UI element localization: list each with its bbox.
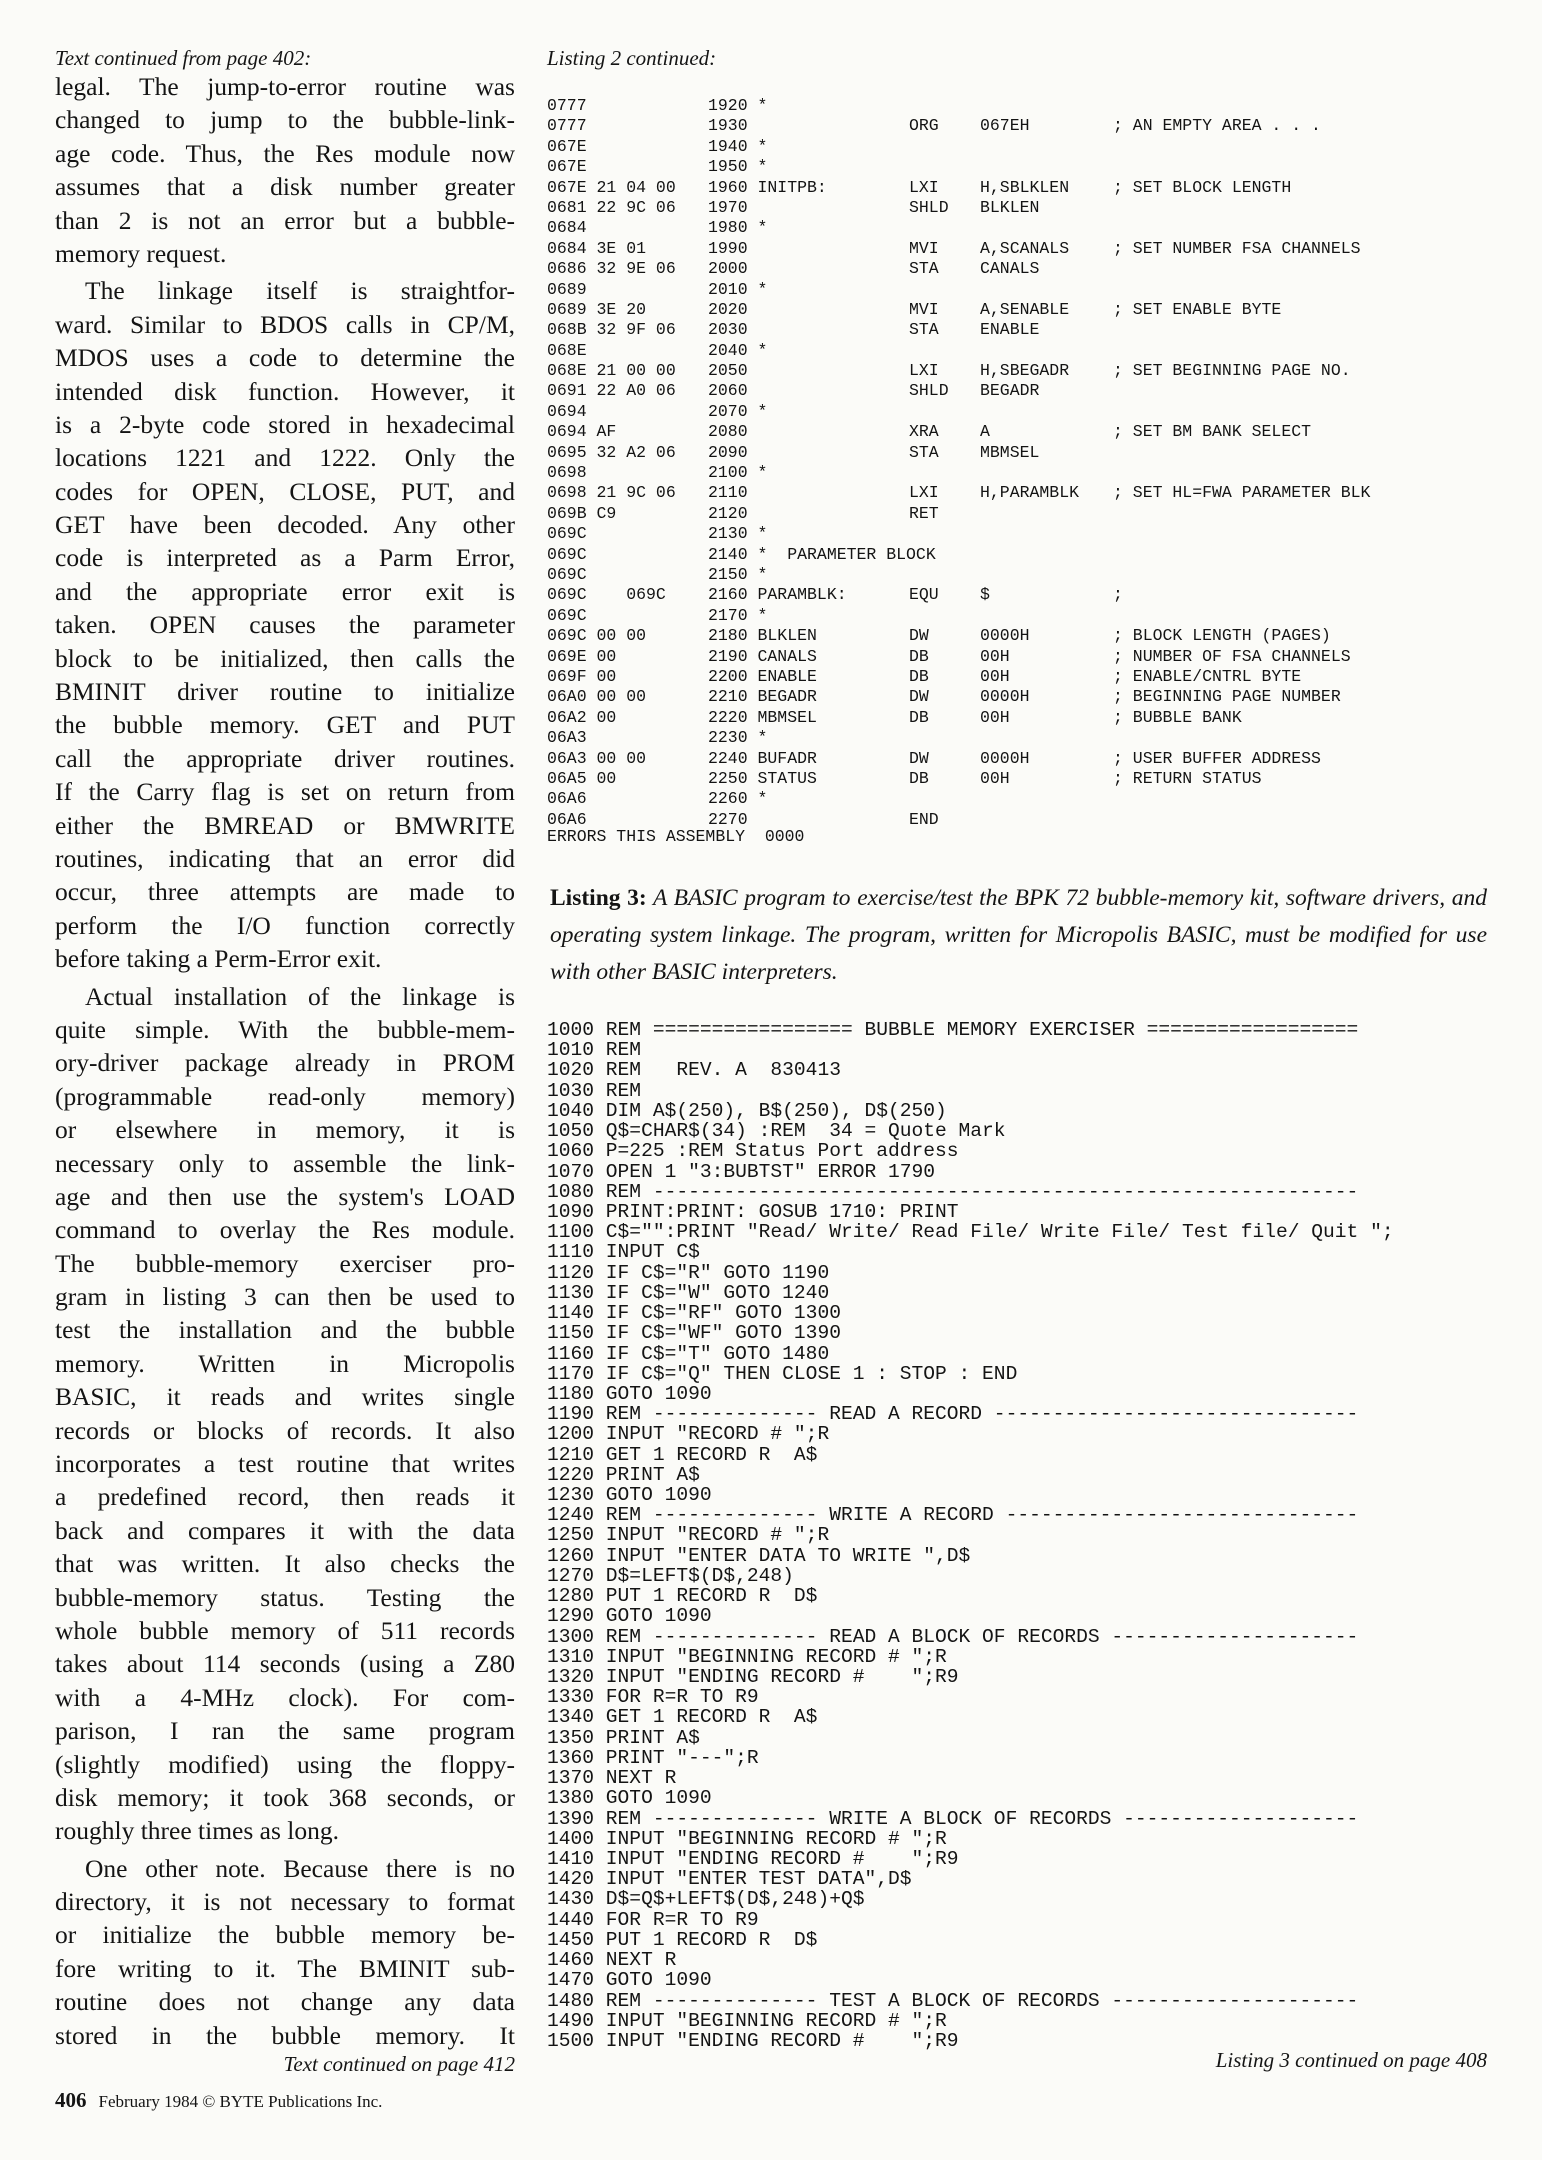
line-label: 2160 PARAMBLK: (708, 585, 847, 605)
operand: 00H (980, 666, 1010, 686)
text-line: either the BMREAD or BMWRITE (55, 810, 515, 840)
basic-line: 1350 PRINT A$ (547, 1726, 700, 1749)
line-label: 2230 * (708, 728, 768, 748)
basic-line: 1020 REM REV. A 830413 (547, 1059, 841, 1082)
footer-publication: February 1984 © BYTE Publications Inc. (98, 2092, 383, 2111)
line-label: 2040 * (708, 340, 768, 360)
address-bytes: 06A6 (547, 809, 587, 829)
line-label: 1990 (708, 238, 748, 258)
basic-line: 1080 REM ------------------------------------------------------------ (547, 1180, 1359, 1203)
line-label: 1970 (708, 197, 748, 217)
text-line: or elsewhere in memory, it is (55, 1115, 515, 1145)
text-line: stored in the bubble memory. It (55, 2020, 515, 2050)
comment: ; SET BEGINNING PAGE NO. (1113, 361, 1351, 381)
text-line: locations 1221 and 1222. Only the (55, 443, 515, 473)
comment: ; BEGINNING PAGE NUMBER (1113, 687, 1341, 707)
basic-line: 1430 D$=Q$+LEFT$(D$,248)+Q$ (547, 1888, 865, 1911)
text-line: gram in listing 3 can then be used to (55, 1282, 515, 1312)
text-line: or initialize the bubble memory be- (55, 1920, 515, 1950)
address-bytes: 067E (547, 136, 587, 156)
basic-line: 1360 PRINT "---";R (547, 1746, 759, 1769)
address-bytes: 0684 3E 01 (547, 238, 647, 258)
address-bytes: 06A3 00 00 (547, 748, 647, 768)
basic-line: 1400 INPUT "BEGINNING RECORD # ";R (547, 1827, 947, 1850)
text-line: If the Carry flag is set on return from (55, 777, 515, 807)
address-bytes: 068E 21 00 00 (547, 361, 676, 381)
basic-line: 1440 FOR R=R TO R9 (547, 1908, 759, 1931)
comment: ; (1113, 585, 1123, 605)
listing-3-caption (550, 880, 1487, 991)
basic-line: 1070 OPEN 1 "3:BUBTST" ERROR 1790 (547, 1160, 936, 1183)
text-line: The bubble-memory exerciser pro- (55, 1248, 515, 1278)
paragraph (55, 274, 515, 975)
operand: 0000H (980, 626, 1030, 646)
basic-line: 1220 PRINT A$ (547, 1463, 700, 1486)
address-bytes: 0777 (547, 116, 587, 136)
line-label: 1930 (708, 116, 748, 136)
address-bytes: 0698 (547, 463, 587, 483)
operand: 0000H (980, 748, 1030, 768)
opcode: SHLD (909, 197, 949, 217)
address-bytes: 068B 32 9F 06 (547, 320, 676, 340)
line-label: 2070 * (708, 401, 768, 421)
text-line: test the installation and the bubble (55, 1315, 515, 1345)
operand: BEGADR (980, 381, 1040, 401)
basic-line: 1330 FOR R=R TO R9 (547, 1686, 759, 1709)
operand: CANALS (980, 259, 1040, 279)
address-bytes: 06A3 (547, 728, 587, 748)
address-bytes: 0698 21 9C 06 (547, 483, 676, 503)
operand: ENABLE (980, 320, 1040, 340)
basic-line: 1270 D$=LEFT$(D$,248) (547, 1564, 794, 1587)
operand: 00H (980, 707, 1010, 727)
address-bytes: 06A0 00 00 (547, 687, 647, 707)
text-line: roughly three times as long. (55, 1816, 339, 1846)
opcode: MVI (909, 238, 939, 258)
address-bytes: 069C (547, 524, 587, 544)
text-line: routine does not change any data (55, 1987, 515, 2017)
line-label: 2220 MBMSEL (708, 707, 817, 727)
line-label: 2250 STATUS (708, 768, 817, 788)
basic-line: 1060 P=225 :REM Status Port address (547, 1140, 959, 1163)
line-label: 2130 * (708, 524, 768, 544)
line-label: 2260 * (708, 789, 768, 809)
comment: ; BUBBLE BANK (1113, 707, 1242, 727)
basic-line: 1110 INPUT C$ (547, 1241, 700, 1264)
listing-2-errors-line: ERRORS THIS ASSEMBLY 0000 (547, 827, 805, 846)
text-line: than 2 is not an error but a bubble- (55, 205, 515, 235)
operand: 00H (980, 768, 1010, 788)
basic-line: 1300 REM -------------- READ A BLOCK OF RECORDS --------------------- (547, 1625, 1359, 1648)
text-line: The linkage itself is straightfor- (85, 276, 515, 306)
basic-line: 1140 IF C$="RF" GOTO 1300 (547, 1302, 841, 1325)
text-line: ward. Similar to BDOS calls in CP/M, (55, 309, 515, 339)
line-label: 2030 (708, 320, 748, 340)
text-line: the bubble memory. GET and PUT (55, 710, 515, 740)
opcode: END (909, 809, 939, 829)
line-label: 2090 (708, 442, 748, 462)
address-bytes: 0689 3E 20 (547, 299, 647, 319)
line-label: 2010 * (708, 279, 768, 299)
line-label: 2170 * (708, 605, 768, 625)
text-line: memory request. (55, 238, 227, 268)
address-bytes: 06A6 (547, 789, 587, 809)
text-line: back and compares it with the data (55, 1515, 515, 1545)
text-line: with a 4-MHz clock). For com- (55, 1682, 515, 1712)
line-label: 2050 (708, 361, 748, 381)
text-line: that was written. It also checks the (55, 1549, 515, 1579)
text-line: quite simple. With the bubble-mem- (55, 1014, 515, 1044)
line-label: 2000 (708, 259, 748, 279)
opcode: DW (909, 748, 929, 768)
line-label: 1950 * (708, 157, 768, 177)
opcode: MVI (909, 299, 939, 319)
operand: MBMSEL (980, 442, 1040, 462)
opcode: EQU (909, 585, 939, 605)
basic-line: 1200 INPUT "RECORD # ";R (547, 1423, 830, 1446)
basic-line: 1340 GET 1 RECORD R A$ (547, 1706, 818, 1729)
address-bytes: 0681 22 9C 06 (547, 197, 676, 217)
basic-line: 1170 IF C$="Q" THEN CLOSE 1 : STOP : END (547, 1362, 1018, 1385)
text-line: and the appropriate error exit is (55, 576, 515, 606)
text-line: routines, indicating that an error did (55, 843, 515, 873)
basic-line: 1160 IF C$="T" GOTO 1480 (547, 1342, 830, 1365)
basic-line: 1040 DIM A$(250), B$(250), D$(250) (547, 1099, 947, 1122)
basic-line: 1050 Q$=CHAR$(34) :REM 34 = Quote Mark (547, 1120, 1006, 1143)
paragraph (55, 980, 515, 1848)
line-label: 2120 (708, 503, 748, 523)
comment: ; SET HL=FWA PARAMETER BLK (1113, 483, 1371, 503)
operand: H,PARAMBLK (980, 483, 1080, 503)
text-line: necessary only to assemble the link- (55, 1148, 515, 1178)
text-line: ory-driver package already in PROM (55, 1048, 515, 1078)
opcode: RET (909, 503, 939, 523)
text-line: Actual installation of the linkage is (85, 981, 515, 1011)
address-bytes: 0694 (547, 401, 587, 421)
basic-line: 1230 GOTO 1090 (547, 1484, 712, 1507)
text-line: changed to jump to the bubble-link- (55, 105, 515, 135)
address-bytes: 069C 00 00 (547, 626, 647, 646)
basic-line: 1000 REM ================= BUBBLE MEMORY EXERCISER ================== (547, 1019, 1359, 1041)
opcode: XRA (909, 422, 939, 442)
address-bytes: 068E (547, 340, 587, 360)
opcode: DB (909, 646, 929, 666)
page-footer (55, 2088, 382, 2113)
address-bytes: 0694 AF (547, 422, 617, 442)
operand: 00H (980, 646, 1010, 666)
basic-line: 1500 INPUT "ENDING RECORD # ";R9 (547, 2029, 959, 2052)
basic-line: 1120 IF C$="R" GOTO 1190 (547, 1261, 830, 1284)
comment: ; AN EMPTY AREA . . . (1113, 116, 1321, 136)
text-line: BASIC, it reads and writes single (55, 1382, 515, 1412)
caption-label: Listing 3: (550, 885, 647, 911)
text-line: BMINIT driver routine to initialize (55, 677, 515, 707)
text-line: GET have been decoded. Any other (55, 510, 515, 540)
operand: $ (980, 585, 990, 605)
listing-3-basic (547, 1020, 1394, 2051)
opcode: DW (909, 626, 929, 646)
line-label: 2200 ENABLE (708, 666, 817, 686)
text-line: directory, it is not necessary to format (55, 1887, 515, 1917)
basic-line: 1470 GOTO 1090 (547, 1969, 712, 1992)
operand: BLKLEN (980, 197, 1040, 217)
listing-3-continued-note: Listing 3 continued on page 408 (1215, 2048, 1487, 2072)
text-line: fore writing to it. The BMINIT sub- (55, 1953, 515, 1983)
operand: A,SCANALS (980, 238, 1070, 258)
text-line: is a 2-byte code stored in hexadecimal (55, 409, 515, 439)
text-line: memory. Written in Micropolis (55, 1348, 515, 1378)
basic-line: 1410 INPUT "ENDING RECORD # ";R9 (547, 1847, 959, 1870)
article-body (55, 70, 515, 2056)
address-bytes: 069C (547, 544, 587, 564)
basic-line: 1390 REM -------------- WRITE A BLOCK OF RECORDS -------------------- (547, 1807, 1359, 1830)
operand: H,SBEGADR (980, 361, 1070, 381)
line-label: 2140 * PARAMETER BLOCK (708, 544, 936, 564)
address-bytes: 069B C9 (547, 503, 617, 523)
line-label: 2150 * (708, 564, 768, 584)
line-label: 2020 (708, 299, 748, 319)
text-line: before taking a Perm-Error exit. (55, 944, 382, 974)
text-line: takes about 114 seconds (using a Z80 (55, 1649, 515, 1679)
basic-line: 1310 INPUT "BEGINNING RECORD # ";R (547, 1645, 947, 1668)
address-bytes: 069E 00 (547, 646, 617, 666)
text-line: codes for OPEN, CLOSE, PUT, and (55, 476, 515, 506)
text-line: block to be initialized, then calls the (55, 643, 515, 673)
opcode: STA (909, 259, 939, 279)
basic-line: 1210 GET 1 RECORD R A$ (547, 1443, 818, 1466)
continued-from-note: Text continued from page 402: (55, 46, 312, 70)
comment: ; USER BUFFER ADDRESS (1113, 748, 1321, 768)
text-line: age code. Thus, the Res module now (55, 138, 515, 168)
address-bytes: 06A5 00 (547, 768, 617, 788)
basic-line: 1490 INPUT "BEGINNING RECORD # ";R (547, 2009, 947, 2032)
comment: ; ENABLE/CNTRL BYTE (1113, 666, 1302, 686)
opcode: DB (909, 768, 929, 788)
text-line: code is interpreted as a Parm Error, (55, 543, 515, 573)
opcode: STA (909, 442, 939, 462)
text-line: a predefined record, then reads it (55, 1482, 515, 1512)
basic-line: 1100 C$="":PRINT "Read/ Write/ Read File/ Write File/ Test file/ Quit "; (547, 1221, 1394, 1244)
opcode: SHLD (909, 381, 949, 401)
basic-line: 1420 INPUT "ENTER TEST DATA",D$ (547, 1868, 912, 1891)
address-bytes: 069F 00 (547, 666, 617, 686)
basic-line: 1190 REM -------------- READ A RECORD ------------------------------- (547, 1403, 1359, 1426)
address-bytes: 0777 (547, 96, 587, 115)
line-label: 2210 BEGADR (708, 687, 817, 707)
address-bytes: 067E (547, 157, 587, 177)
address-bytes: 069C (547, 564, 587, 584)
address-bytes: 0691 22 A0 06 (547, 381, 676, 401)
operand: 067EH (980, 116, 1030, 136)
line-label: 2110 (708, 483, 748, 503)
opcode: LXI (909, 177, 939, 197)
address-bytes: 069C (547, 605, 587, 625)
text-line: MDOS uses a code to determine the (55, 343, 515, 373)
text-line: taken. OPEN causes the parameter (55, 610, 515, 640)
operand: 0000H (980, 687, 1030, 707)
caption-text: A BASIC program to exercise/test the BPK 72 bubble-memory kit, software drivers, and operating system linkage. The program, written for Micropolis BASIC, must be modified for use with other BASIC interpreters. (550, 885, 1488, 985)
text-line: assumes that a disk number greater (55, 172, 515, 202)
text-line: incorporates a test routine that writes (55, 1449, 515, 1479)
opcode: LXI (909, 483, 939, 503)
line-label: 2190 CANALS (708, 646, 817, 666)
text-line: whole bubble memory of 511 records (55, 1615, 515, 1645)
basic-line: 1130 IF C$="W" GOTO 1240 (547, 1281, 830, 1304)
line-label: 1940 * (708, 136, 768, 156)
address-bytes: 067E 21 04 00 (547, 177, 676, 197)
line-label: 1920 * (708, 96, 768, 115)
basic-line: 1370 NEXT R (547, 1767, 677, 1790)
comment: ; BLOCK LENGTH (PAGES) (1113, 626, 1331, 646)
basic-line: 1260 INPUT "ENTER DATA TO WRITE ",D$ (547, 1544, 971, 1567)
opcode: LXI (909, 361, 939, 381)
text-line: records or blocks of records. It also (55, 1415, 515, 1445)
paragraph (55, 70, 515, 270)
opcode: DW (909, 687, 929, 707)
basic-line: 1320 INPUT "ENDING RECORD # ";R9 (547, 1666, 959, 1688)
text-line: command to overlay the Res module. (55, 1215, 515, 1245)
line-label: 2180 BLKLEN (708, 626, 817, 646)
address-bytes: 069C 069C (547, 585, 666, 605)
text-line: parison, I ran the same program (55, 1716, 515, 1746)
basic-line: 1280 PUT 1 RECORD R D$ (547, 1585, 818, 1608)
basic-line: 1460 NEXT R (547, 1949, 677, 1972)
text-line: occur, three attempts are made to (55, 877, 515, 907)
basic-line: 1030 REM (547, 1079, 642, 1102)
basic-line: 1180 GOTO 1090 (547, 1382, 712, 1405)
operand: A,SENABLE (980, 299, 1070, 319)
text-line: intended disk function. However, it (55, 376, 515, 406)
basic-line: 1250 INPUT "RECORD # ";R (547, 1524, 830, 1547)
text-line: bubble-memory status. Testing the (55, 1582, 515, 1612)
text-line: age and then use the system's LOAD (55, 1181, 515, 1211)
line-label: 2100 * (708, 463, 768, 483)
text-line: One other note. Because there is no (85, 1853, 515, 1883)
line-label: 2080 (708, 422, 748, 442)
line-label: 2060 (708, 381, 748, 401)
comment: ; RETURN STATUS (1113, 768, 1262, 788)
text-line: (slightly modified) using the floppy- (55, 1749, 515, 1779)
line-label: 1960 INITPB: (708, 177, 827, 197)
text-line: call the appropriate driver routines. (55, 743, 515, 773)
comment: ; SET NUMBER FSA CHANNELS (1113, 238, 1361, 258)
address-bytes: 0686 32 9E 06 (547, 259, 676, 279)
page-number: 406 (55, 2088, 87, 2112)
text-line: legal. The jump-to-error routine was (55, 72, 515, 101)
operand: H,SBLKLEN (980, 177, 1070, 197)
text-line: perform the I/O function correctly (55, 910, 515, 940)
comment: ; NUMBER OF FSA CHANNELS (1113, 646, 1351, 666)
paragraph (55, 1852, 515, 2052)
opcode: STA (909, 320, 939, 340)
opcode: DB (909, 666, 929, 686)
line-label: 2270 (708, 809, 748, 829)
basic-line: 1480 REM -------------- TEST A BLOCK OF RECORDS --------------------- (547, 1989, 1359, 2012)
listing-2-heading: Listing 2 continued: (547, 46, 717, 70)
address-bytes: 0695 32 A2 06 (547, 442, 676, 462)
basic-line: 1150 IF C$="WF" GOTO 1390 (547, 1322, 841, 1345)
continued-on-note: Text continued on page 412 (283, 2052, 515, 2076)
basic-line: 1010 REM (547, 1039, 642, 1062)
line-label: 2240 BUFADR (708, 748, 817, 768)
text-line: (programmable read-only memory) (55, 1081, 515, 1111)
comment: ; SET BLOCK LENGTH (1113, 177, 1292, 197)
basic-line: 1240 REM -------------- WRITE A RECORD ------------------------------ (547, 1504, 1359, 1527)
basic-line: 1290 GOTO 1090 (547, 1605, 712, 1628)
operand: A (980, 422, 990, 442)
address-bytes: 06A2 00 (547, 707, 617, 727)
address-bytes: 0689 (547, 279, 587, 299)
opcode: ORG (909, 116, 939, 136)
basic-line: 1090 PRINT:PRINT: GOSUB 1710: PRINT (547, 1200, 959, 1223)
text-line: disk memory; it took 368 seconds, or (55, 1782, 515, 1812)
line-label: 1980 * (708, 218, 768, 238)
comment: ; SET ENABLE BYTE (1113, 299, 1282, 319)
basic-line: 1380 GOTO 1090 (547, 1787, 712, 1810)
comment: ; SET BM BANK SELECT (1113, 422, 1312, 442)
basic-line: 1450 PUT 1 RECORD R D$ (547, 1928, 818, 1951)
address-bytes: 0684 (547, 218, 587, 238)
opcode: DB (909, 707, 929, 727)
